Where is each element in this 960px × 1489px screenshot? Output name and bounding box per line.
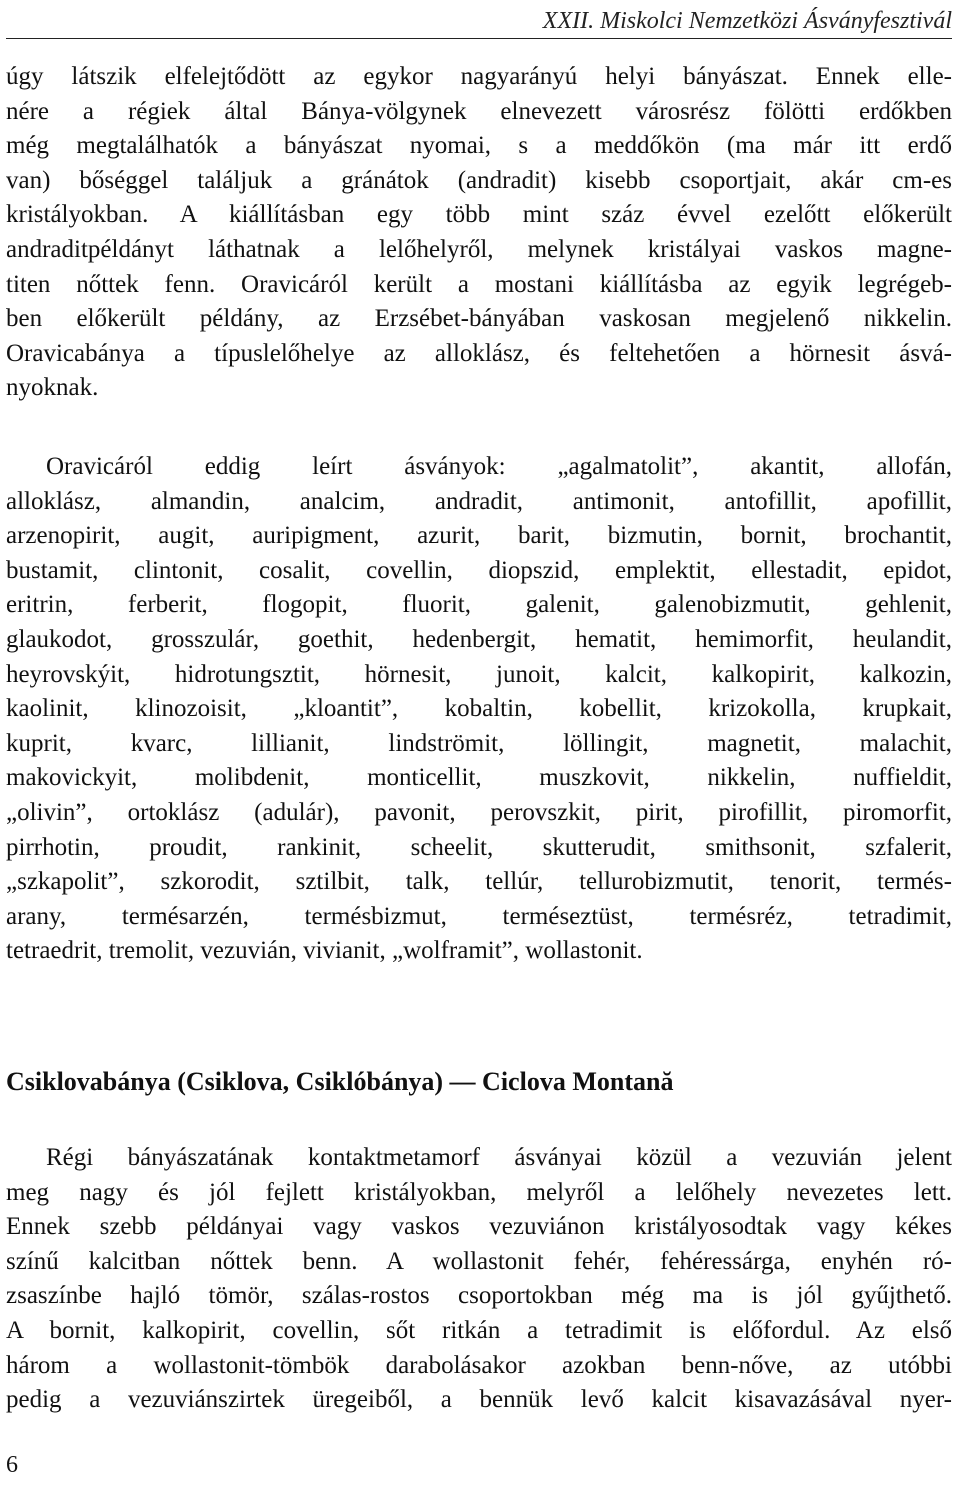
text-line: nére a régiek által Bánya-völgynek elnevezett városrész fölötti erdőkben: [6, 97, 952, 125]
text-line: kuprit, kvarc, lillianit, lindströmit, löllingit, magnetit, malachit,: [6, 729, 952, 757]
text-line: színű kalcitban nőttek benn. A wollastonit fehér, fehéressárga, enyhén ró-: [6, 1247, 952, 1275]
header-title: XXII. Miskolci Nemzetközi Ásványfesztivál: [542, 8, 952, 34]
section-heading: Csiklovabánya (Csiklova, Csiklóbánya) — Ciclova Montană: [6, 1067, 674, 1096]
page-number: 6: [6, 1452, 18, 1478]
paragraph-mineral-list: [6, 450, 952, 969]
text-line: ben előkerült példány, az Erzsébet-bányában vaskosan megjelenő nikkelin.: [6, 305, 952, 333]
text-line: van) bőséggel találjuk a gránátok (andradit) kisebb csoportjait, akár cm-es: [6, 166, 952, 194]
text-line: nyoknak.: [6, 374, 99, 402]
text-line: meg nagy és jól fejlett kristályokban, melyről a lelőhely nevezetes lett.: [6, 1178, 952, 1206]
text-line: titen nőttek fenn. Oravicáról került a mostani kiállításba az egyik legrégeb-: [6, 270, 952, 298]
text-line: arzenopirit, augit, auripigment, azurit, barit, bizmutin, bornit, brochantit,: [6, 522, 952, 550]
text-line: tetraedrit, tremolit, vezuvián, vivianit, „wolframit”, wollastonit.: [6, 937, 643, 965]
text-line: pirrhotin, proudit, rankinit, scheelit, skutterudit, smithsonit, szfalerit,: [6, 833, 952, 861]
text-line: úgy látszik elfelejtődött az egykor nagyarányú helyi bányászat. Ennek elle-: [6, 63, 952, 90]
text-line: eritrin, ferberit, flogopit, fluorit, galenit, galenobizmutit, gehlenit,: [6, 591, 952, 619]
text-line: Régi bányászatának kontaktmetamorf ásványai közül a vezuvián jelent: [46, 1144, 952, 1171]
text-line: glaukodot, grosszulár, goethit, hedenbergit, hematit, hemimorfit, heulandit,: [6, 625, 952, 653]
text-line: „olivin”, ortoklász (adulár), pavonit, perovszkit, pirit, pirofillit, piromorfit,: [6, 798, 952, 826]
text-line: három a wollastonit-tömbök darabolásakor azokban benn-nőve, az utóbbi: [6, 1351, 952, 1379]
text-line: andraditpéldányt láthatnak a lelőhelyről, melynek kristályai vaskos magne-: [6, 235, 952, 263]
text-line: zsaszínbe hajló tömör, szálas-rostos csoportokban még ma is jól gyűjthető.: [6, 1282, 952, 1310]
text-line: Oravicabánya a típuslelőhelye az alloklász, és feltehetően a hörnesit ásvá-: [6, 339, 952, 367]
running-header: [6, 4, 952, 39]
text-line: bustamit, clintonit, cosalit, covellin, diopszid, emplektit, ellestadit, epidot,: [6, 556, 952, 584]
text-line: kaolinit, klinozoisit, „kloantit”, kobaltin, kobellit, krizokolla, krupkait,: [6, 695, 952, 723]
text-line: heyrovskýit, hidrotungsztit, hörnesit, junoit, kalcit, kalkopirit, kalkozin,: [6, 660, 952, 688]
text-line: makovickyit, molibdenit, monticellit, muszkovit, nikkelin, nuffieldit,: [6, 764, 952, 792]
text-line: A bornit, kalkopirit, covellin, sőt ritkán a tetradimit is előfordul. Az első: [6, 1316, 952, 1344]
text-line: még megtalálhatók a bányászat nyomai, s a meddőkön (ma már itt erdő: [6, 132, 952, 160]
text-line: pedig a vezuviánszirtek üregeiből, a bennük levő kalcit kisavazásával nyer-: [6, 1386, 952, 1414]
paragraph-oravica-history: [6, 60, 952, 406]
paragraph-csiklovabanya: [6, 1141, 952, 1418]
text-line: alloklász, almandin, analcim, andradit, antimonit, antofillit, apofillit,: [6, 487, 952, 515]
text-line: Oravicáról eddig leírt ásványok: „agalmatolit”, akantit, allofán,: [46, 453, 952, 480]
text-line: Ennek szebb példányai vagy vaskos vezuviánon kristályosodtak vagy kékes: [6, 1213, 952, 1241]
text-line: arany, termésarzén, termésbizmut, terméseztüst, termésréz, tetradimit,: [6, 902, 952, 930]
text-line: kristályokban. A kiállításban egy több mint száz évvel ezelőtt előkerült: [6, 201, 952, 229]
text-line: „szkapolit”, szkorodit, sztilbit, talk, tellúr, tellurobizmutit, tenorit, termés-: [6, 868, 952, 896]
